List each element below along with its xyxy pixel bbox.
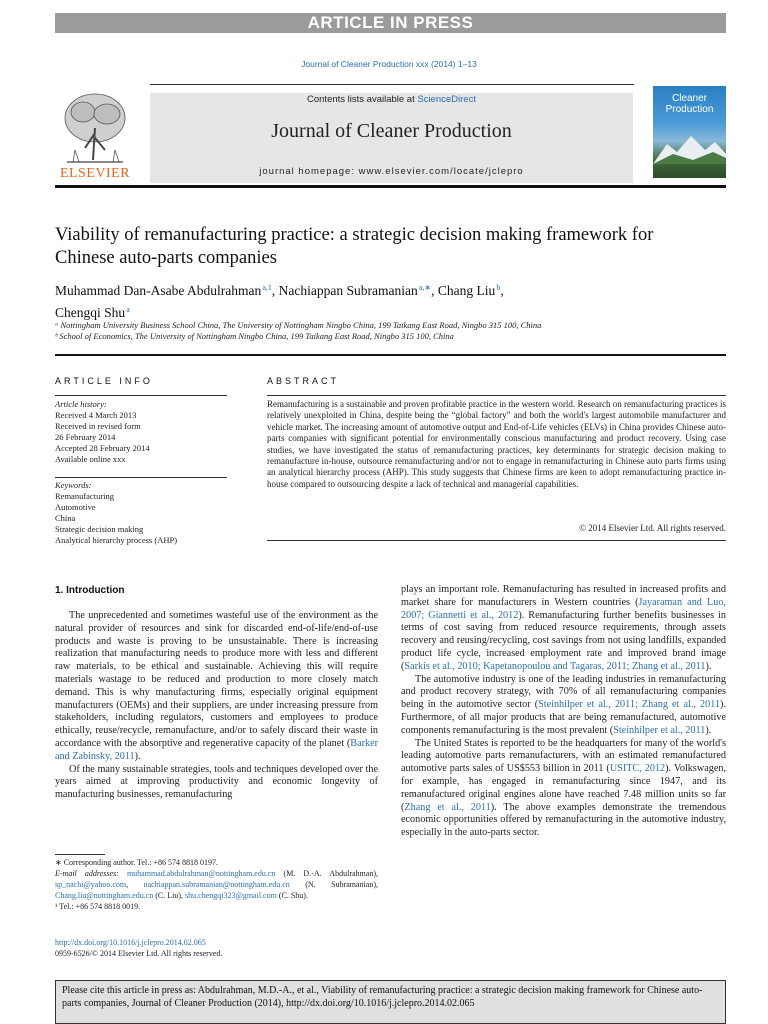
abstract-rule	[267, 395, 726, 396]
keywords-rule	[55, 477, 227, 478]
abstract-bottom-rule	[267, 540, 726, 541]
affiliation-b: ᵇ School of Economics, The University of Nottingham Ningbo China, 199 Taikang East Road, Ningbo 315 100, China	[55, 331, 454, 341]
body-paragraph	[401, 674, 726, 738]
author-list	[55, 278, 695, 322]
keywords-label: Keywords:	[55, 480, 92, 490]
citation-link[interactable]: Zhang et al., 2011	[404, 801, 491, 813]
elsevier-wordmark: ELSEVIER	[59, 166, 131, 181]
keyword-item: China	[55, 513, 76, 523]
abstract-heading: ABSTRACT	[267, 376, 340, 386]
body-text: ). Remanufacturing further benefits businesses in terms of cost saving from reduced resource requirements, through assets recovery and reusing/recycling, cost savings from not using landfills, expanded product life cycle, increased employment rate and improved brand image (	[401, 609, 726, 672]
author-separator: ,	[500, 283, 504, 298]
author-separator: ,	[271, 283, 279, 298]
author-affiliation-link[interactable]: a,1	[262, 283, 272, 292]
journal-reference-link[interactable]: Journal of Cleaner Production xxx (2014) 1–13	[301, 59, 477, 69]
footnote-rule	[55, 854, 105, 855]
cover-title-line-1: Cleaner	[671, 93, 708, 104]
body-paragraph	[55, 610, 378, 764]
cover-title-line-2: Production	[665, 104, 714, 115]
body-text: ).	[705, 724, 712, 736]
email-label: E-mail addresses:	[55, 869, 127, 878]
email-link[interactable]: Chang.liu@nottingham.edu.cn	[55, 891, 154, 900]
history-item: Available online xxx	[55, 454, 126, 464]
author-separator: ,	[431, 283, 438, 298]
history-item: Received 4 March 2013	[55, 410, 137, 420]
article-title: Viability of remanufacturing practice: a strategic decision making framework for Chinese auto-parts companies	[55, 225, 654, 268]
journal-name: Journal of Cleaner Production	[271, 120, 512, 142]
author-name: Chengqi Shu	[55, 305, 126, 320]
cover-title	[653, 93, 726, 115]
citation-link[interactable]: Barker and Zabinsky, 2011	[55, 737, 378, 762]
body-text: ).	[134, 750, 141, 762]
body-text: The unprecedented and sometimes wasteful use of the environment as the natural provider of resources and sink for discarded end-of-life/end-of-use products and waste is proving to be unsustainable. There is increasing realization that manufacturing needs to produce more with less and different raw materials, to be ethical and sustainable. Achieving this will require materials wastage to be reduced and production to more closely match demand. This is why manufacturing firms, especially original equipment manufacturers (OEMs) and their suppliers, are under increasing pressure from stakeholders, including regulators, customers and employees to produce ethically, reuse/recycle, remanufacture, and/or to safely discard their waste in accordance with the absorptive and regenerative capacity of the planet (	[55, 610, 378, 749]
email-link[interactable]: muhammad.abdulrahman@nottingham.edu.cn	[126, 869, 276, 878]
body-right-column	[401, 584, 726, 840]
body-text: ). Volkswagen, for example, has engaged in remanufacturing since 1947, and its remanufactured original engines alone have reached 7.48 million units so far (	[401, 763, 727, 813]
body-text: plays an important role. Remanufacturing has resulted in increased profits and market share for manufacturers in Western countries (	[401, 584, 726, 608]
issn-line: 0959-6526/© 2014 Elsevier Ltd. All rights reserved.	[55, 949, 223, 958]
affiliation-a: ᵃ Nottingham University Business School China, The University of Nottingham Ningbo China, 199 Taikang East Road, Ningbo 315 100, China	[55, 320, 542, 330]
author-affiliation-link[interactable]: b	[496, 283, 501, 292]
author-affiliation-link[interactable]: a,∗	[418, 283, 432, 292]
keyword-item: Strategic decision making	[55, 524, 144, 534]
body-paragraph	[401, 738, 726, 840]
author-name: Nachiappan Subramanian	[278, 283, 418, 298]
citation-link[interactable]: Steinhilper et al., 2011	[613, 724, 706, 736]
corresponding-author-note: ∗ Corresponding author. Tel.: +86 574 8818 0197.	[55, 858, 218, 867]
keyword-item: Remanufacturing	[55, 491, 115, 501]
body-text: ). The above examples demonstrate the tremendous economic opportunities offered by remanufacturing in the automotive industry, especially in the auto-parts sector.	[401, 801, 726, 839]
title-block-rule	[55, 354, 726, 356]
citation-link[interactable]: Sarkis et al., 2010; Kapetanopoulou and Tagaras, 2011; Zhang et al., 2011	[404, 660, 706, 672]
body-paragraph	[401, 584, 726, 674]
history-item: Accepted 28 February 2014	[55, 443, 150, 453]
abstract-text: Remanufacturing is a sustainable and proven profitable practice in the western world. Research on remanufacturing practices is relatively unexploited in China, despite being the “global factory” and both the world's largest automobile manufacturer and vehicle market. The increasing amount of automotive output and End-of-Life vehicles (ELVs) in China provides Chinese auto-parts companies with significant potential for environmentally conscious manufacturing and product recovery. Using case studies, we have investigated the status of remanufacturing practices, key determinants for strategic decision making to remanufacture in-house, outsource remanufacturing and/or not to engage in remanufacturing in Chinese auto parts firms using an analytical hierarchy process (AHP). This study suggests that Chinese firms are keen to adopt remanufacturing practice in-house compared to outsourcing despite a lack of technical and managerial capabilities.	[267, 399, 726, 489]
journal-cover-image	[653, 86, 726, 178]
body-text: The United States is reported to be the headquarters for many of the world's leading automotive parts remanufacturers, with an estimated remanufactured automotive parts sales of US$553 billion in 2011 (	[401, 737, 726, 775]
header-top-rule	[150, 84, 634, 85]
history-item: 26 February 2014	[55, 432, 116, 442]
body-text: The automotive industry is one of the leading industries in remanufacturing and product recovery strategy, with 70% of all remanufacturing companies being in the automotive sector (	[401, 673, 726, 711]
article-history	[55, 399, 227, 465]
abstract-copyright: © 2014 Elsevier Ltd. All rights reserved.	[579, 523, 726, 533]
email-separator: ,	[126, 880, 144, 889]
citation-link[interactable]: Steinhilper et al., 2011; Zhang et al., 2011	[538, 699, 721, 711]
history-label: Article history:	[55, 399, 107, 409]
history-item: Received in revised form	[55, 421, 141, 431]
citation-link[interactable]: Jayaraman and Luo, 2007; Giannetti et al., 2012	[401, 596, 726, 621]
section-heading-introduction: 1. Introduction	[55, 585, 125, 596]
email-owner: (M. D.-A. Abdulrahman),	[275, 869, 378, 878]
contents-available-line	[150, 94, 633, 105]
email-link[interactable]: sp_nachi@yahoo.com	[55, 880, 127, 889]
affiliations	[55, 320, 695, 342]
body-text: ). Furthermore, of all major products that are being remanufactured, automotive components remanufacturing is the most prevalent (	[401, 699, 726, 736]
journal-homepage-link[interactable]: journal homepage: www.elsevier.com/locate/jclepro	[259, 166, 524, 177]
citation-box: Please cite this article in press as: Abdulrahman, M.D.-A., et al., Viability of remanufacturing practice: a strategic decision making framework for Chinese auto-parts companies, Journal of Cleaner Production (2014), http://dx.doi.org/10.1016/j.jclepro.2014.02.065	[55, 980, 726, 1024]
email-link[interactable]: nachiappan.subramanian@nottingham.edu.cn	[143, 880, 290, 889]
email-addresses-note	[55, 868, 378, 901]
body-text: ).	[705, 660, 712, 672]
keyword-item: Analytical hierarchy process (AHP)	[55, 535, 178, 545]
cover-mountain-art	[653, 134, 726, 164]
email-owner: (N. Subramanian),	[289, 880, 378, 889]
email-owner: (C. Shu).	[276, 891, 308, 900]
article-info-rule	[55, 395, 227, 396]
article-info-heading: ARTICLE INFO	[55, 376, 153, 386]
citation-link[interactable]: USITC, 2012	[609, 763, 666, 775]
sciencedirect-link[interactable]: ScienceDirect	[417, 94, 476, 105]
author-affiliation-link[interactable]: a	[126, 305, 130, 314]
header-bottom-rule	[55, 185, 726, 188]
article-in-press-banner: ARTICLE IN PRESS	[55, 13, 726, 33]
footnotes	[55, 857, 378, 912]
keyword-item: Automotive	[55, 502, 96, 512]
telephone-note: ¹ Tel.: +86 574 8818 0019.	[55, 902, 141, 911]
keywords	[55, 480, 227, 546]
body-left-column	[55, 610, 378, 802]
doi-link[interactable]: http://dx.doi.org/10.1016/j.jclepro.2014.02.065	[55, 938, 206, 947]
author-name: Chang Liu	[437, 283, 496, 298]
email-link[interactable]: shu.chengqi323@gmail.com	[185, 891, 277, 900]
body-paragraph: Of the many sustainable strategies, tools and techniques developed over the years aimed at improving productivity and economic longevity of manufacturing businesses, remanufacturing	[55, 763, 378, 801]
email-owner: (C. Liu),	[153, 891, 186, 900]
author-name: Muhammad Dan-Asabe Abdulrahman	[55, 283, 262, 298]
contents-prefix: Contents lists available at	[307, 94, 418, 105]
